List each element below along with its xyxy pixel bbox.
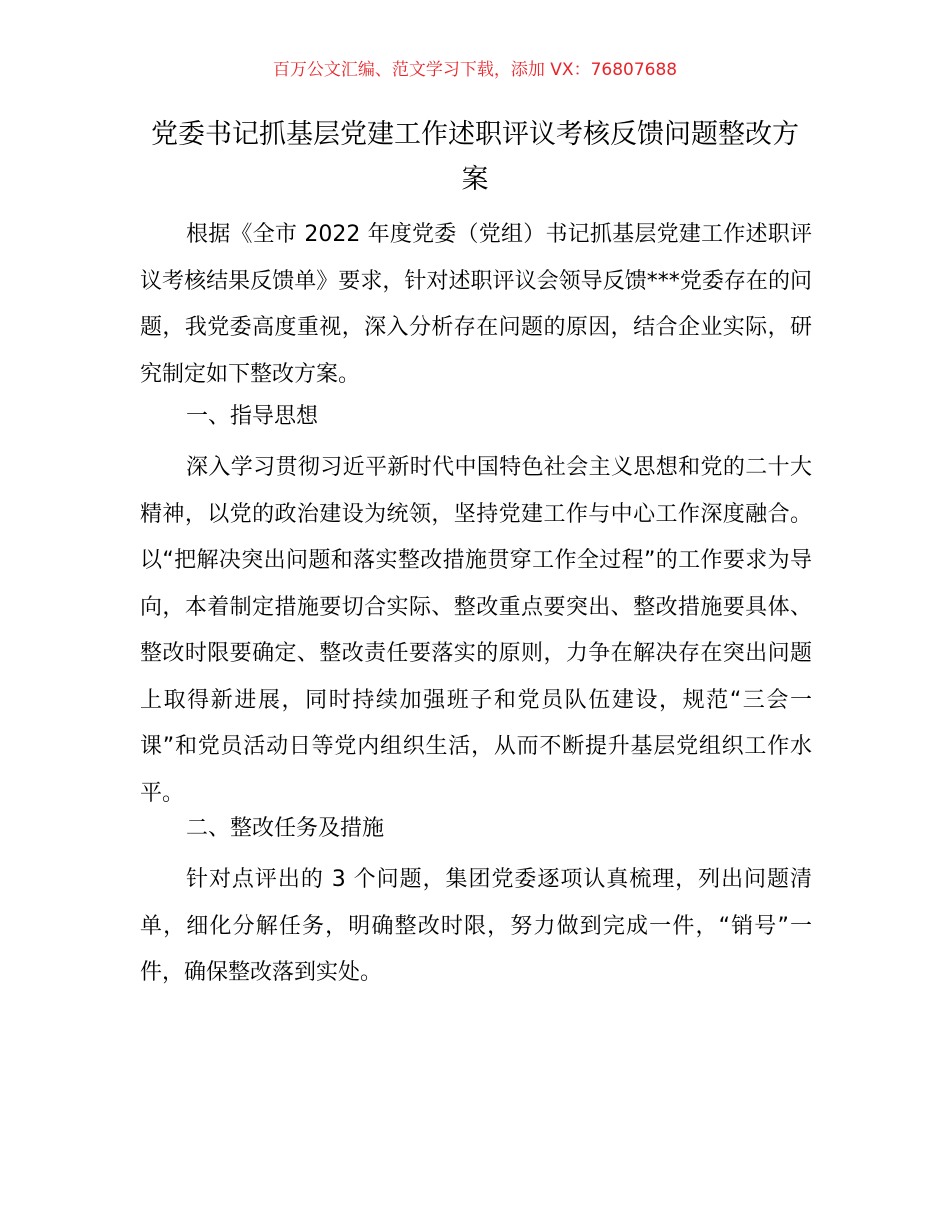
- watermark-banner: 百万公文汇编、范文学习下载，添加 VX：76807688: [272, 60, 678, 80]
- intro-paragraph: 根据《全市 2022 年度党委（党组）书记抓基层党建工作述职评议考核结果反馈单》要求，针对述职评议会领导反馈***党委存在的问题，我党委高度重视，深入分析存在问题的原因，结合企业实际，研究制定如下整改方案。: [140, 222, 812, 387]
- section-heading-guiding-principles: 一、指导思想: [186, 404, 319, 429]
- tasks-measures-paragraph: 针对点评出的 3 个问题，集团党委逐项认真梳理，列出问题清单，细化分解任务，明确整改时限，努力做到完成一件，“销号”一件，确保整改落到实处。: [140, 867, 812, 985]
- section-heading-tasks-measures: 二、整改任务及措施: [186, 816, 385, 841]
- document-title: 党委书记抓基层党建工作述职评议考核反馈问题整改方案: [151, 119, 799, 195]
- guiding-principles-paragraph: 深入学习贯彻习近平新时代中国特色社会主义思想和党的二十大精神，以党的政治建设为统领，坚持党建工作与中心工作深度融合。以“把解决突出问题和落实整改措施贯穿工作全过程”的工作要求为导向，本着制定措施要切合实际、整改重点要突出、整改措施要具体、整改时限要确定、整改责任要落实的原则，力争在解决存在突出问题上取得新进展，同时持续加强班子和党员队伍建设，规范“三会一课”和党员活动日等党内组织生活，从而不断提升基层党组织工作水平。: [140, 455, 812, 806]
